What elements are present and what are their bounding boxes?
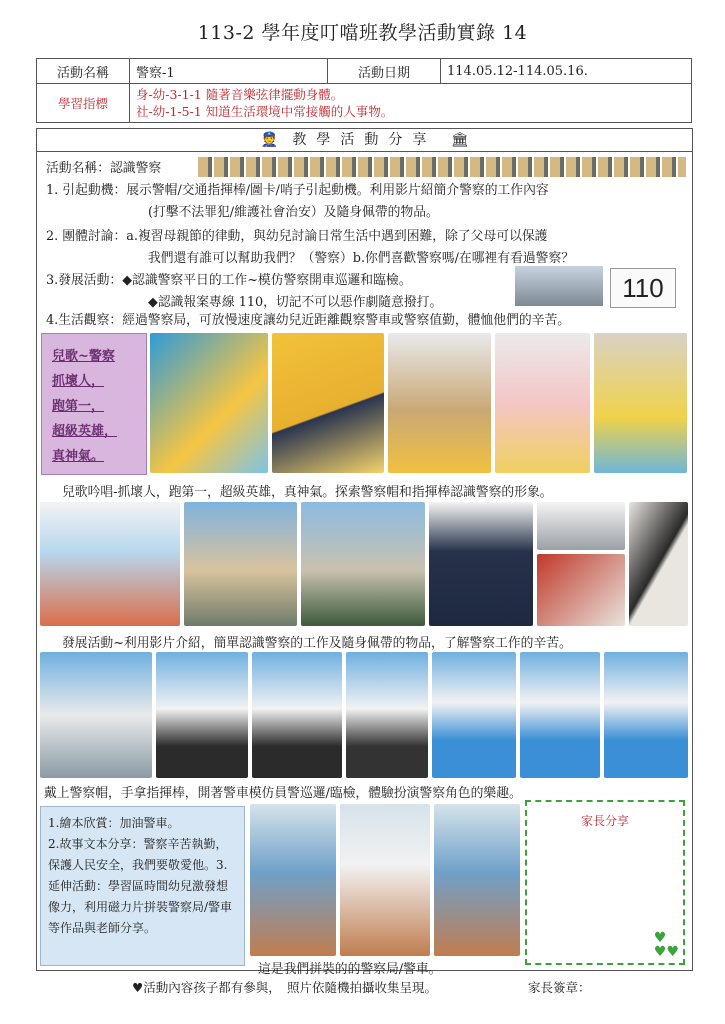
photo-police-station-car <box>301 502 425 626</box>
activity-name-label: 活動名稱 <box>37 59 130 84</box>
activity-date-label: 活動日期 <box>328 59 441 84</box>
line-1: 1. 引起動機：展示警帽/交通指揮棒/圖卡/哨子引起動機。利用影片紹簡介警察的工作內容 <box>46 183 549 198</box>
parent-share-box <box>525 800 685 965</box>
hearts-icon: ♥ ♥♥ <box>653 930 679 960</box>
caption-4: 這是我們拼裝的的警察局/警車。 <box>258 962 442 977</box>
badge-icon: 🏛 <box>450 132 469 148</box>
photo-kids-police-hat <box>388 333 491 473</box>
indicator-cell <box>130 84 692 123</box>
indicator-1: 身-幼-3-1-1 隨著音樂弦律擺動身體。 <box>136 87 344 102</box>
police-icon: 👮 <box>260 132 278 148</box>
photo-classroom-video <box>40 502 180 626</box>
caption-3: 戴上警察帽，手拿指揮棒，開著警車模仿員警巡邏/臨檢，體驗扮演警察角色的樂趣。 <box>44 786 522 801</box>
photo-magnetic-blocks-2 <box>340 804 430 956</box>
photo-picture-book <box>150 333 268 473</box>
parent-share-title: 家長分享 <box>580 814 629 828</box>
indicator-2: 社-幼-1-5-1 知道生活環境中常接觸的人事物。 <box>136 104 394 119</box>
activity-name: 警察-1 <box>130 59 328 84</box>
share-title: 教學活動分享 <box>292 132 437 148</box>
photo-toy-car-5 <box>432 652 516 778</box>
parent-signature-label: 家長簽章： <box>528 980 591 995</box>
photo-baton <box>629 502 688 626</box>
photo-toy-car-4 <box>346 652 428 778</box>
song-text: 兒歌~警察 抓壞人， 跑第一， 超級英雄， 真神氣。 <box>52 349 118 464</box>
caption-2: 發展活動~利用影片介紹，簡單認識警察的工作及隨身佩帶的物品，了解警察工作的辛苦。 <box>62 636 572 651</box>
header-table <box>36 58 692 123</box>
line-2b: 我們還有誰可以幫助我們？（警察）b.你們喜歡警察嗎/在哪裡有看過警察？ <box>148 251 575 266</box>
share-title-bar <box>36 128 693 152</box>
caption-1: 兒歌吟唱-抓壞人，跑第一，超級英雄，真神氣。探索警察帽和指揮棒認識警察的形象。 <box>62 485 553 500</box>
activity-notes-box: 1.繪本欣賞：加油警車。 2.故事文本分享：警察辛苦執勤，保護人民安全，我們要敬愛他。3.延伸活動：學習區時間幼兒激發想像力，利用磁力片拼裝警察局/警車等作品與老師分享。 <box>40 806 245 966</box>
photo-magnetic-blocks-1 <box>250 804 336 956</box>
police-figure-strip <box>198 157 686 177</box>
photo-handcuffs <box>537 502 625 550</box>
photo-magnetic-blocks-3 <box>434 804 520 956</box>
line-3: 3.發展活動：◆認識警察平日的工作~模仿警察開車巡邏和臨檢。 <box>46 273 412 288</box>
photo-toy-car-6 <box>520 652 600 778</box>
photo-police-officers <box>429 502 533 626</box>
photo-police-station <box>184 502 297 626</box>
line-3b: ◆認識報案專線 110，切記不可以惡作劇隨意撥打。 <box>148 295 443 310</box>
photo-kids-reading <box>594 333 687 473</box>
emergency-number-110: 110 <box>610 268 676 308</box>
line-1b: (打擊不法罪犯/維護社會治安）及隨身佩帶的物品。 <box>148 205 439 220</box>
footer-note: ♥活動內容孩子都有參與， 照片依隨機拍攝收集呈現。 <box>132 980 437 995</box>
page-title: 113-2 學年度叮噹班教學活動實錄 14 <box>197 22 528 44</box>
photo-toy-car-7 <box>604 652 688 778</box>
line-4: 4.生活觀察：經過警察局，可放慢速度讓幼兒近距離觀察警車或警察值勤，體恤他們的辛苦。 <box>46 313 571 328</box>
line-2: 2. 團體討論：a.複習母親節的律動，與幼兒討論日常生活中遇到困難，除了父母可以保護 <box>46 229 548 244</box>
photo-toy-car-3 <box>252 652 342 778</box>
photo-pepper-spray <box>537 554 625 626</box>
photo-kids-baton <box>495 333 590 473</box>
police-motorbike-photo <box>515 266 603 306</box>
indicator-label: 學習指標 <box>37 84 130 123</box>
photo-police-hat-baton <box>272 333 384 473</box>
photo-toy-car-2 <box>156 652 248 778</box>
activity-date: 114.05.12-114.05.16. <box>441 59 692 84</box>
photo-toy-car-1 <box>40 652 152 778</box>
line-activity-name: 活動名稱：認識警察 <box>46 161 162 176</box>
song-box <box>41 333 147 475</box>
